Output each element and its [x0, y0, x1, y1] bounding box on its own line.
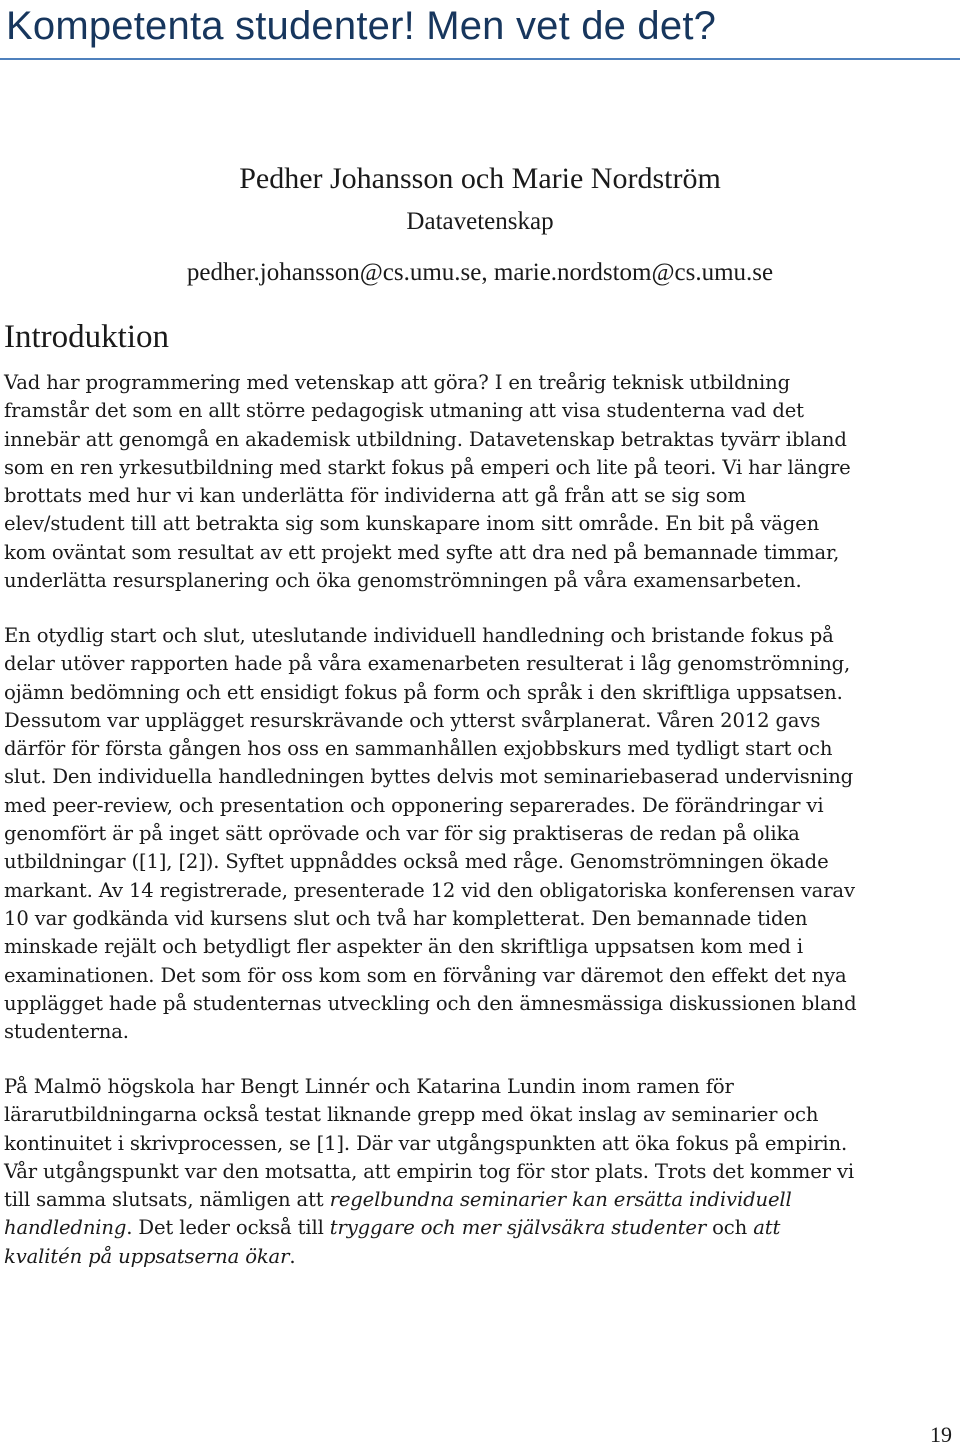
italic-emphasis: att — [753, 1216, 781, 1240]
text-line: med peer-review, och presentation och opponering separerades. De förändringar vi — [4, 793, 824, 817]
section-heading-introduktion: Introduktion — [4, 319, 169, 355]
italic-emphasis: regelbundna seminarier kan ersätta individuell — [329, 1188, 792, 1212]
text-line: lärarutbildningarna också testat liknande grepp med ökat inslag av seminarier och — [4, 1103, 819, 1127]
text-line: ojämn bedömning och ett ensidigt fokus på form och språk i den skriftliga uppsatsen. — [4, 680, 843, 704]
text-line — [4, 1243, 954, 1271]
department: Datavetenskap — [406, 208, 554, 235]
text-line: underlätta resursplanering och öka genomströmningen på våra examensarbeten. — [4, 569, 802, 593]
paragraph-1 — [4, 369, 954, 595]
text-line: markant. Av 14 registrerade, presenterade 12 vid den obligatoriska konferensen varav — [4, 878, 855, 902]
text-line: genomfört är på inget sätt oprövade och var för sig praktiseras de redan på olika — [4, 822, 800, 846]
text-fragment: . Det leder också till — [126, 1216, 330, 1240]
title-divider — [0, 58, 960, 60]
text-line: kom oväntat som resultat av ett projekt med syfte att dra ned på bemannade timmar, — [4, 540, 840, 564]
text-fragment: . — [289, 1244, 296, 1268]
page-title: Kompetenta studenter! Men vet de det? — [6, 4, 717, 48]
text-line: utbildningar ([1], [2]). Syftet uppnåddes också med råge. Genomströmningen ökade — [4, 850, 829, 874]
italic-emphasis: tryggare och mer självsäkra studenter — [329, 1216, 707, 1240]
text-line: elev/student till att betrakta sig som kunskapare inom sitt område. En bit på vägen — [4, 512, 820, 536]
text-line: därför för första gången hos oss en sammanhållen exjobbskurs med tydligt start och — [4, 737, 833, 761]
text-line — [4, 1186, 954, 1214]
text-line: brottats med hur vi kan underlätta för individerna att gå från att se sig som — [4, 484, 746, 508]
text-line: Vår utgångspunkt var den motsatta, att empirin tog för stor plats. Trots det kommer vi — [4, 1159, 855, 1183]
text-line: Dessutom var upplägget resurskrävande och ytterst svårplanerat. Våren 2012 gavs — [4, 708, 821, 732]
italic-emphasis: kvalitén på uppsatserna ökar — [4, 1244, 290, 1268]
authors: Pedher Johansson och Marie Nordström — [239, 162, 721, 195]
text-line: 10 var godkända vid kursens slut och två har kompletterat. Den bemannade tiden — [4, 906, 808, 930]
paragraph-3 — [4, 1073, 954, 1271]
text-line: framstår det som en allt större pedagogisk utmaning att visa studenterna vad det — [4, 399, 804, 423]
text-line: examinationen. Det som för oss kom som en förvåning var däremot den effekt det nya — [4, 963, 847, 987]
text-line: minskade rejält och betydligt fler aspekter än den skriftliga uppsatsen kom med i — [4, 935, 804, 959]
text-line: som en ren yrkesutbildning med starkt fokus på emperi och lite på teori. Vi har längre — [4, 455, 851, 479]
text-line — [4, 1214, 954, 1242]
text-line: upplägget hade på studenternas utveckling och den ämnesmässiga diskussionen bland — [4, 991, 857, 1015]
text-fragment: till samma slutsats, nämligen att — [4, 1188, 330, 1212]
text-line: kontinuitet i skrivprocessen, se [1]. Där var utgångspunkten att öka fokus på empirin. — [4, 1131, 848, 1155]
text-line: slut. Den individuella handledningen byttes delvis mot seminariebaserad undervisning — [4, 765, 854, 789]
text-fragment: och — [706, 1216, 754, 1240]
italic-emphasis: handledning — [4, 1216, 127, 1240]
paragraph-2 — [4, 622, 954, 1046]
page-number: 19 — [930, 1422, 952, 1447]
text-line: Vad har programmering med vetenskap att göra? I en treårig teknisk utbildning — [4, 371, 790, 394]
text-line: På Malmö högskola har Bengt Linnér och Katarina Lundin inom ramen för — [4, 1075, 734, 1098]
text-line: En otydlig start och slut, uteslutande individuell handledning och bristande fokus på — [4, 624, 834, 647]
author-emails: pedher.johansson@cs.umu.se, marie.nordstom@cs.umu.se — [186, 259, 774, 286]
text-line: studenterna. — [4, 1020, 129, 1044]
text-line: innebär att genomgå en akademisk utbildning. Datavetenskap betraktas tyvärr ibland — [4, 427, 847, 451]
text-line: delar utöver rapporten hade på våra examenarbeten resulterat i låg genomströmning, — [4, 652, 851, 676]
